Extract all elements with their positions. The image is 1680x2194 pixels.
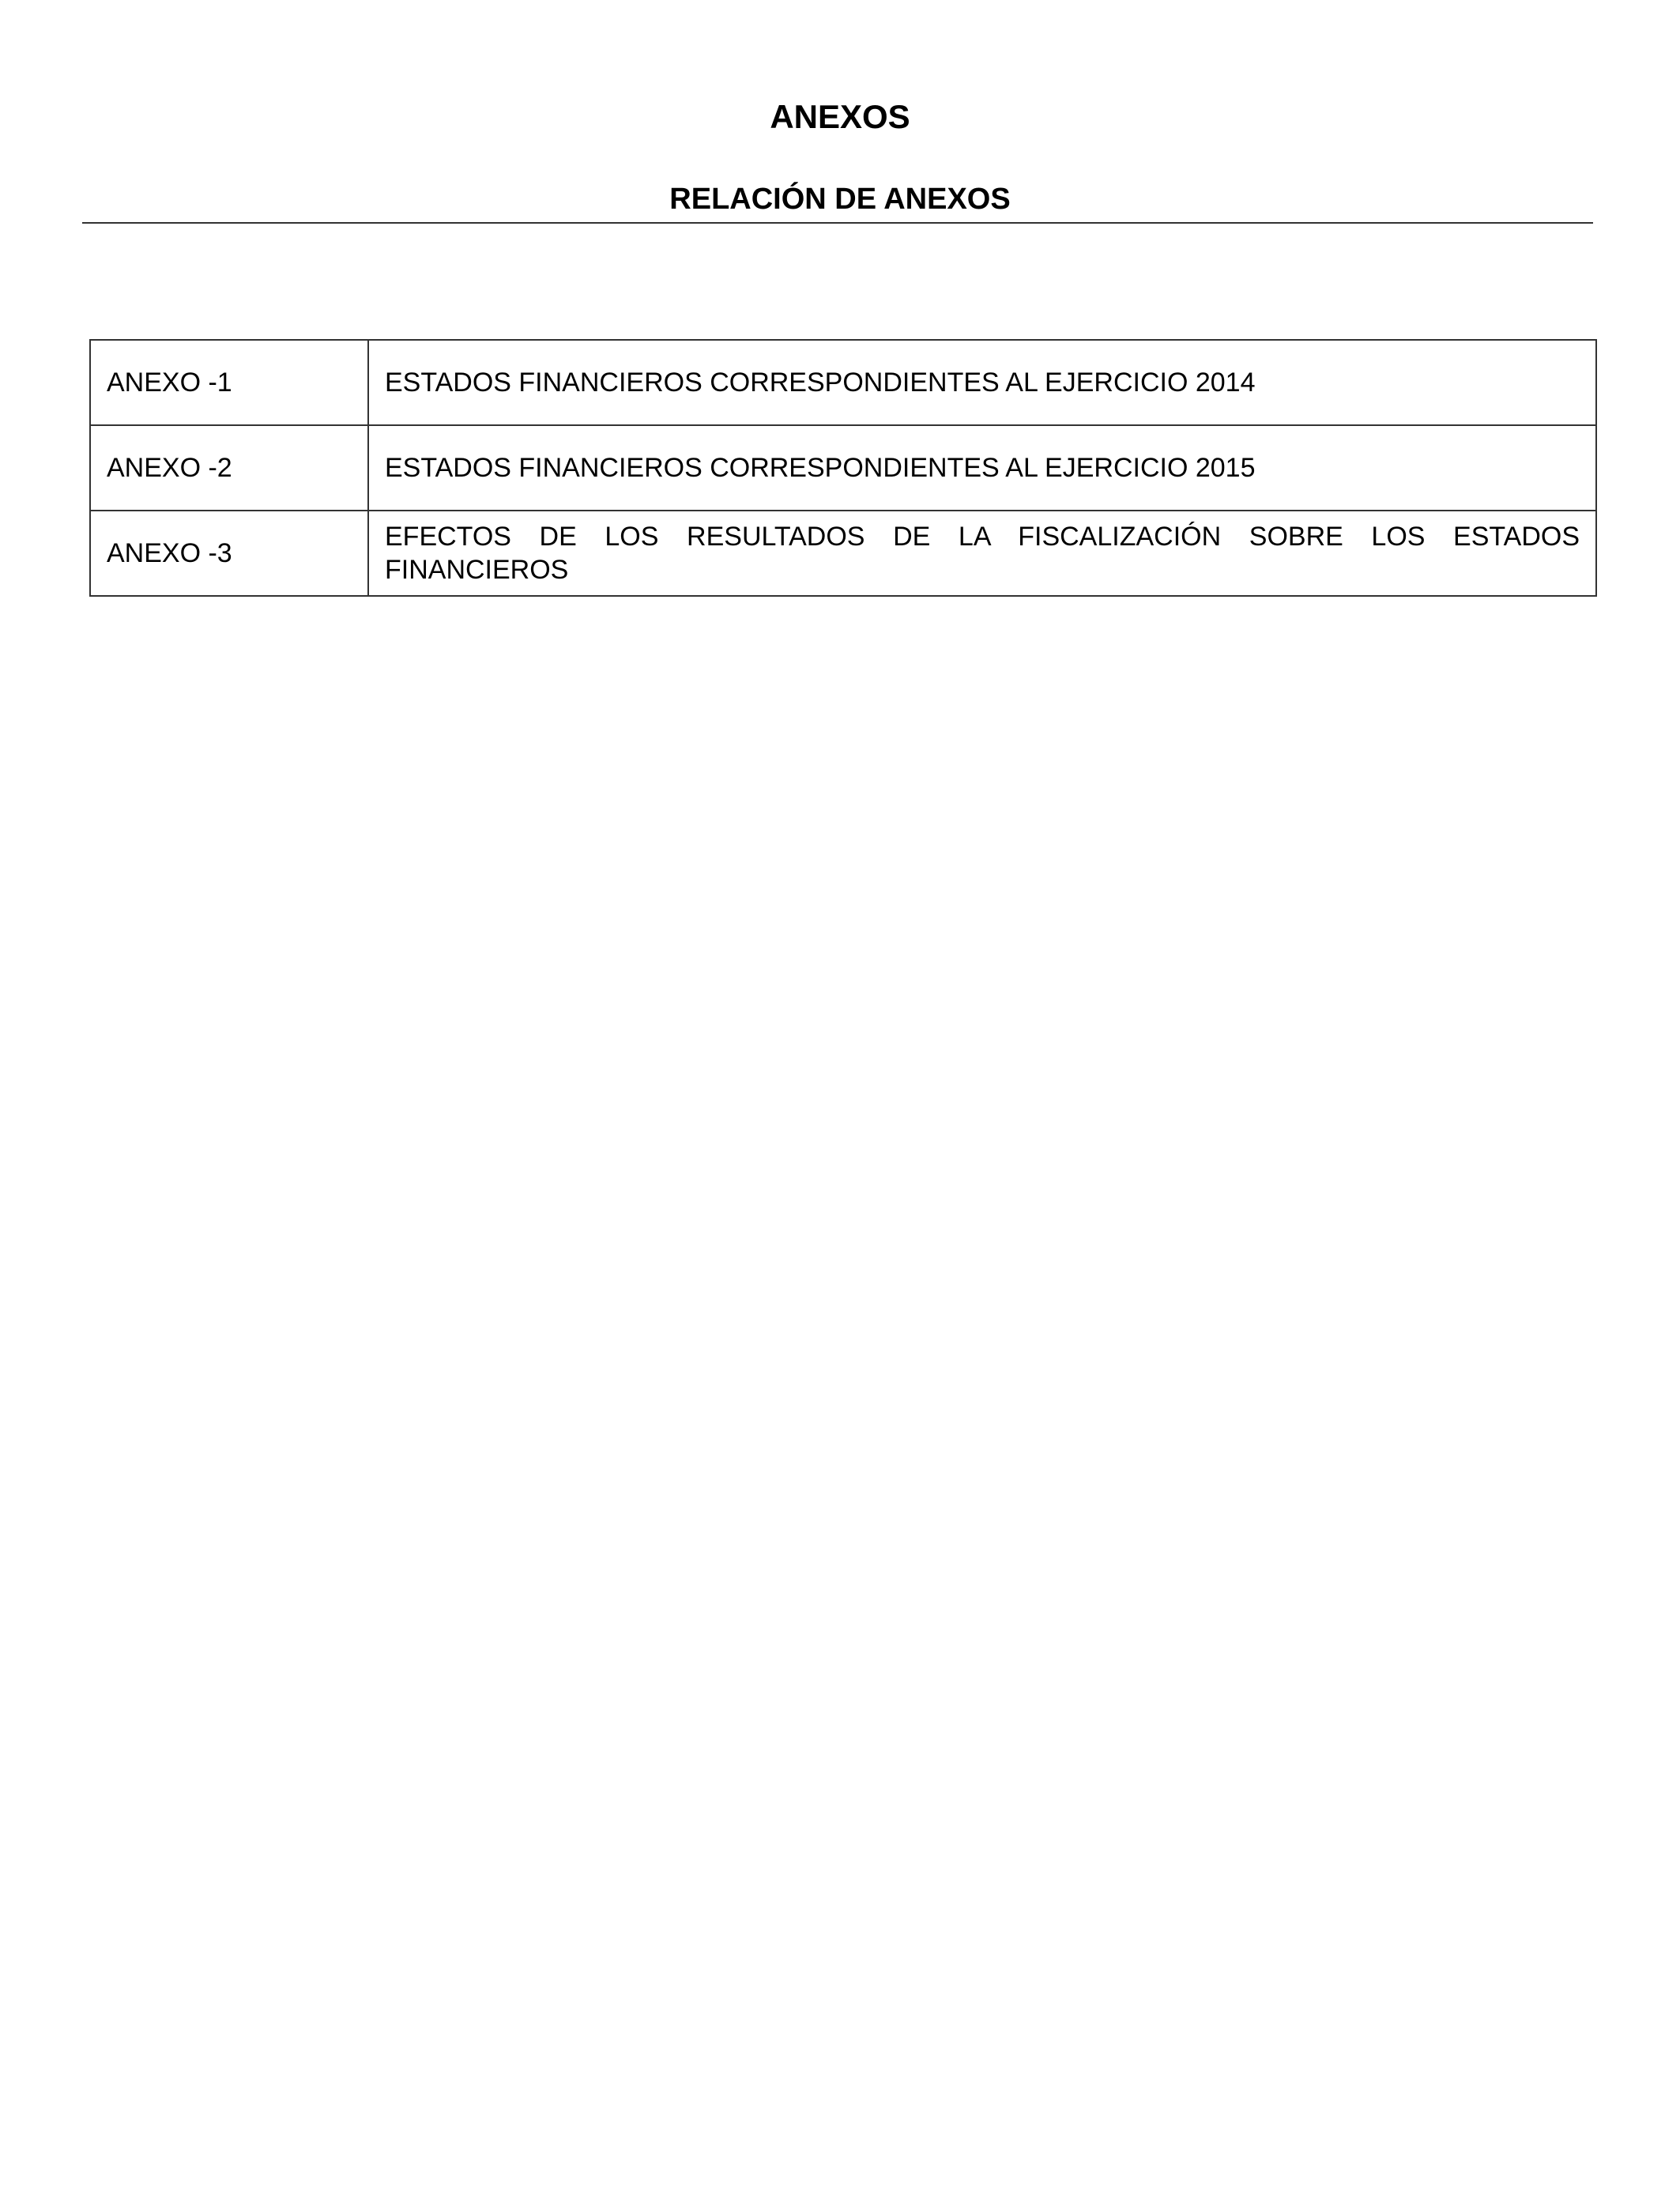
annex-id-cell: ANEXO -1 [90,340,368,425]
annex-table [89,339,1597,597]
annex-description-cell: EFECTOS DE LOS RESULTADOS DE LA FISCALIZACIÓN SOBRE LOS ESTADOS FINANCIEROS [368,511,1596,596]
annex-id-cell: ANEXO -3 [90,511,368,596]
table-row [90,511,1596,596]
annex-description-cell: ESTADOS FINANCIEROS CORRESPONDIENTES AL EJERCICIO 2015 [368,425,1596,511]
table-row [90,340,1596,425]
title-divider [82,222,1593,224]
annex-description-cell: ESTADOS FINANCIEROS CORRESPONDIENTES AL EJERCICIO 2014 [368,340,1596,425]
page-title: ANEXOS [770,98,910,135]
table-row [90,425,1596,511]
section-title: RELACIÓN DE ANEXOS [669,183,1011,216]
annex-id-cell: ANEXO -2 [90,425,368,511]
